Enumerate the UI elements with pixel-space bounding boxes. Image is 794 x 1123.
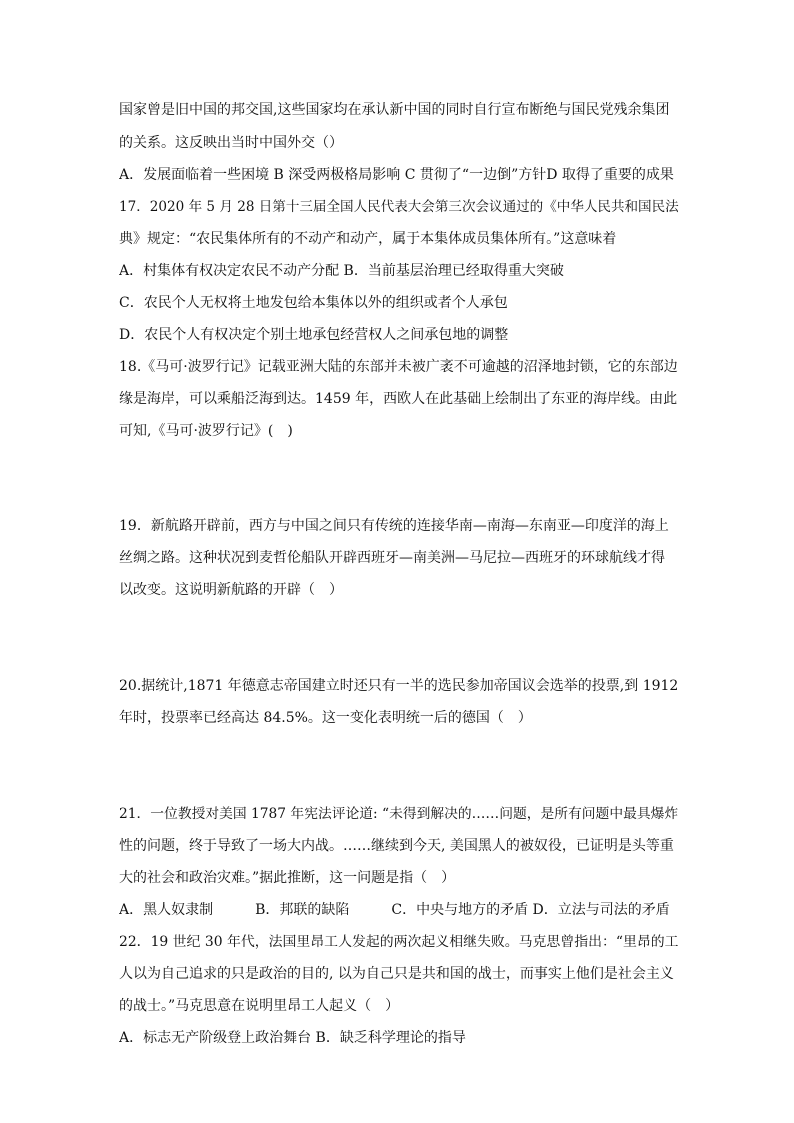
q22-stem-line-2: 人以为自己追求的只是政治的目的, 以为自己只是共和国的战士，而事实上他们是社会主义: [119, 966, 674, 982]
q17-option-d: D．农民个人有权决定个别土地承包经营权人之间承包地的调整: [119, 327, 509, 343]
q18-stem-line-1: 18.《马可·波罗行记》记载亚洲大陆的东部并未被广袤不可逾越的沼泽地封锁，它的东部边: [119, 359, 678, 375]
q16-stem-line-1: 国家曾是旧中国的邦交国,这些国家均在承认新中国的同时自行宣布断绝与国民党残余集团: [119, 102, 670, 118]
q21-stem-line-3: 大的社会和政治灾难。”据此推断，这一问题是指（ ）: [119, 870, 456, 886]
q22-stem-line-1: 22．19 世纪 30 年代，法国里昂工人发起的两次起义相继失败。马克思曾指出：“里昂的工: [119, 934, 679, 950]
q21-stem-line-2: 性的问题，终于导致了一场大内战。……继续到今天, 美国黑人的被奴役，已证明是头等重: [119, 838, 674, 854]
q21-options: A．黑人奴隶制 B．邦联的缺陷 C．中央与地方的矛盾 D．立法与司法的矛盾: [119, 902, 670, 918]
q19-stem-line-2: 丝绸之路。这种状况到麦哲伦船队开辟西班牙—南美洲—马尼拉—西班牙的环球航线才得: [119, 550, 665, 566]
q22-stem-line-3: 的战士。”马克思意在说明里昂工人起义（ ）: [119, 998, 400, 1014]
q18-stem-line-3: 可知,《马可·波罗行记》( ): [119, 423, 293, 439]
q20-stem-line-2: 年时，投票率已经高达 84.5%。这一变化表明统一后的德国（ ）: [119, 710, 532, 726]
q21-stem-line-1: 21．一位教授对美国 1787 年宪法评论道: “未得到解决的……问题，是所有问题中最具爆炸: [119, 806, 679, 822]
q19-stem-line-1: 19．新航路开辟前，西方与中国之间只有传统的连接华南—南海—东南亚—印度洋的海上: [119, 518, 669, 534]
q16-stem-line-2: 的关系。这反映出当时中国外交（）: [119, 135, 343, 151]
q22-options: A．标志无产阶级登上政治舞台 B．缺乏科学理论的指导: [119, 1030, 466, 1046]
q16-options: A．发展面临着一些困境 B 深受两极格局影响 C 贯彻了“一边倒”方针D 取得了重要的成果: [119, 167, 674, 183]
q19-stem-line-3: 以改变。这说明新航路的开辟（ ）: [119, 582, 343, 598]
q17-stem-line-2: 典》规定：“农民集体所有的不动产和动产，属于本集体成员集体所有。”这意味着: [119, 231, 617, 247]
q17-stem-line-1: 17．2020 年 5 月 28 日第十三届全国人民代表大会第三次会议通过的《中华人民共和国民法: [119, 199, 679, 215]
q20-stem-line-1: 20.据统计,1871 年德意志帝国建立时还只有一半的选民参加帝国议会选举的投票,到 1912: [119, 678, 679, 694]
q17-option-ab: A．村集体有权决定农民不动产分配 B．当前基层治理已经取得重大突破: [119, 263, 564, 279]
q18-stem-line-2: 缘是海岸，可以乘船泛海到达。1459 年，西欧人在此基础上绘制出了东亚的海岸线。由此: [119, 391, 678, 407]
q17-option-c: C．农民个人无权将土地发包给本集体以外的组织或者个人承包: [119, 295, 508, 311]
